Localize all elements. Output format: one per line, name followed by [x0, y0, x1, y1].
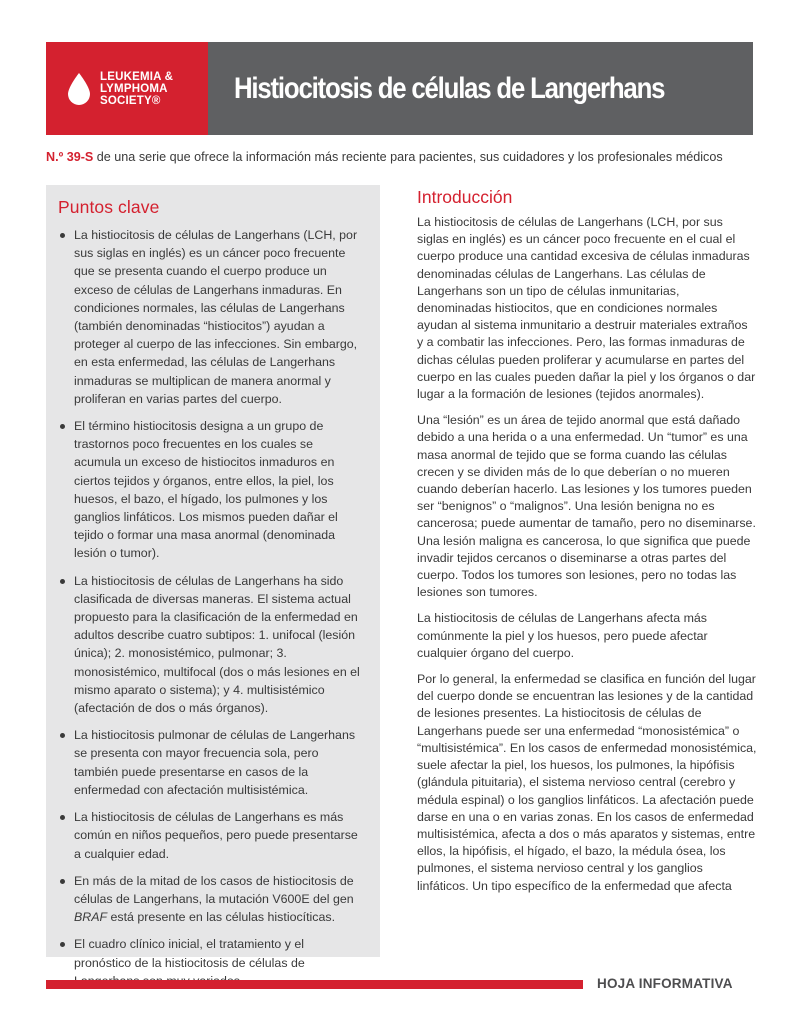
logo-line-1: LEUKEMIA &	[100, 70, 174, 83]
page-title: Histiocitosis de células de Langerhans	[234, 71, 665, 105]
key-point-item: El cuadro clínico inicial, el tratamiento y el pronóstico de la histiocitosis de células de	[58, 935, 362, 990]
key-points-heading: Puntos clave	[58, 197, 160, 217]
series-line	[46, 150, 766, 164]
intro-paragraph: La histiocitosis de células de Langerhans (LCH, por sus siglas en inglés) es un cáncer poco frecuente en el cual el cuerpo produce una cantidad excesiva de células inmaduras denominadas células de Langerhans. Las células de Langerhans son un tipo de células inmunitarias, denominadas histiocitos, que en condiciones normales ayudan al sistema inmunitario a destruir materiales extraños y a combatir las infecciones. Pero, las formas inmaduras de dichas células pueden proliferar y acumularse en partes del cuerpo en las cuales pueden dañar la piel y los órganos o dar lugar a la formación de lesiones (tejidos anormales).	[417, 215, 756, 402]
title-bar	[208, 42, 753, 135]
logo-wordmark	[100, 71, 173, 107]
footer-rule	[46, 980, 583, 989]
key-point-item: La histiocitosis de células de Langerhans ha sido clasificada de diversas maneras. El sistema actual propuesto para la clasificación de la enfermedad en adultos describe cuatro subtipos: 1. unifocal (lesión única); 2. monosistémico, pulmonar; 3. monosistémico, multifocal (dos o más lesiones en el mismo aparato o sistema); y 4. multisistémico (afectación de dos o más órganos).	[58, 572, 362, 718]
key-point-item: La histiocitosis pulmonar de células de Langerhans se presenta con mayor frecuencia sola, pero también puede presentarse en casos de la enfermedad con afectación multisistémica.	[58, 726, 362, 799]
introduction-section	[417, 187, 757, 904]
logo-line-2: LYMPHOMA	[100, 82, 168, 95]
drop-icon	[66, 72, 92, 106]
key-points-list	[58, 226, 362, 990]
intro-paragraph: La histiocitosis de células de Langerhans afecta más comúnmente la piel y los huesos, pero puede afectar cualquier órgano del cuerpo.	[417, 611, 708, 660]
lls-logo	[46, 42, 208, 135]
key-point-item: La histiocitosis de células de Langerhans es más común en niños pequeños, pero puede presentarse a cualquier edad.	[58, 808, 362, 863]
footer-label: HOJA INFORMATIVA	[597, 976, 733, 991]
header-band	[46, 42, 753, 135]
intro-paragraph: Una “lesión” es un área de tejido anormal que está dañado debido a una herida o a una enfermedad. Un “tumor” es una masa anormal de tejido que se forma cuando las células crecen y se dividen más de lo que deberían o no mueren cuando deberían hacerlo. Las lesiones y los tumores pueden ser “benignos” o “malignos”. Una lesión benigna no es cancerosa; puede aumentar de tamaño, pero no diseminarse. Una lesión maligna es cancerosa, lo que significa que puede invadir tejidos cercanos o diseminarse a otras partes del cuerpo. Todos los tumores son lesiones, pero no todas las lesiones son tumores.	[417, 413, 756, 600]
key-point-item: En más de la mitad de los casos de histiocitosis de células de Langerhans, la mutación V600E del gen BRAF está presente en las células histiocíticas.	[58, 872, 362, 927]
key-points-box	[46, 185, 380, 970]
key-point-item: La histiocitosis de células de Langerhans (LCH, por sus siglas en inglés) es un cáncer poco frecuente que se presenta cuando el cuerpo produce un exceso de células de Langerhans inmaduras. En condiciones normales, las células de Langerhans (también denominadas “histiocitos”) ayudan a proteger al cuerpo de las infecciones. Sin embargo, en esta enfermedad, las células de Langerhans inmaduras se multiplican de manera anormal y proliferan en varias partes del cuerpo.	[58, 226, 362, 408]
introduction-heading: Introducción	[417, 187, 513, 207]
gene-name: BRAF	[74, 910, 108, 925]
series-number: N.º 39-S	[46, 150, 94, 164]
key-point-item: El término histiocitosis designa a un grupo de trastornos poco frecuentes en los cuales se acumula un exceso de histiocitos inmaduros en ciertos tejidos y órganos, entre ellos, la piel, los huesos, el bazo, el hígado, los pulmones y los ganglios linfáticos. Los mismos pueden dañar el tejido o formar una masa anormal (denominada lesión o tumor).	[58, 417, 362, 563]
series-description: de una serie que ofrece la información más reciente para pacientes, sus cuidadores y los profesionales médicos	[93, 150, 723, 164]
logo-line-3: SOCIETY®	[100, 94, 161, 107]
intro-paragraph: Por lo general, la enfermedad se clasifica en función del lugar del cuerpo donde se encuentran las lesiones y de la cantidad de lesiones presentes. La histiocitosis de células de Langerhans puede ser una enfermedad “monosistémica” o “multisistémica”. En los casos de enfermedad monosistémica, suele afectar la piel, los huesos, los pulmones, la hipófisis (glándula pituitaria), el sistema nervioso central (cerebro y médula espinal) o los ganglios linfáticos. La afectación puede darse en una o en varias zonas. En los casos de enfermedad multisistémica, afecta a dos o más aparatos y sistemas, entre ellos, la hipófisis, el hígado, el bazo, la médula ósea, los pulmones, el sistema nervioso central y los ganglios linfáticos. Un tipo específico de la enfermedad que afecta	[417, 672, 757, 893]
